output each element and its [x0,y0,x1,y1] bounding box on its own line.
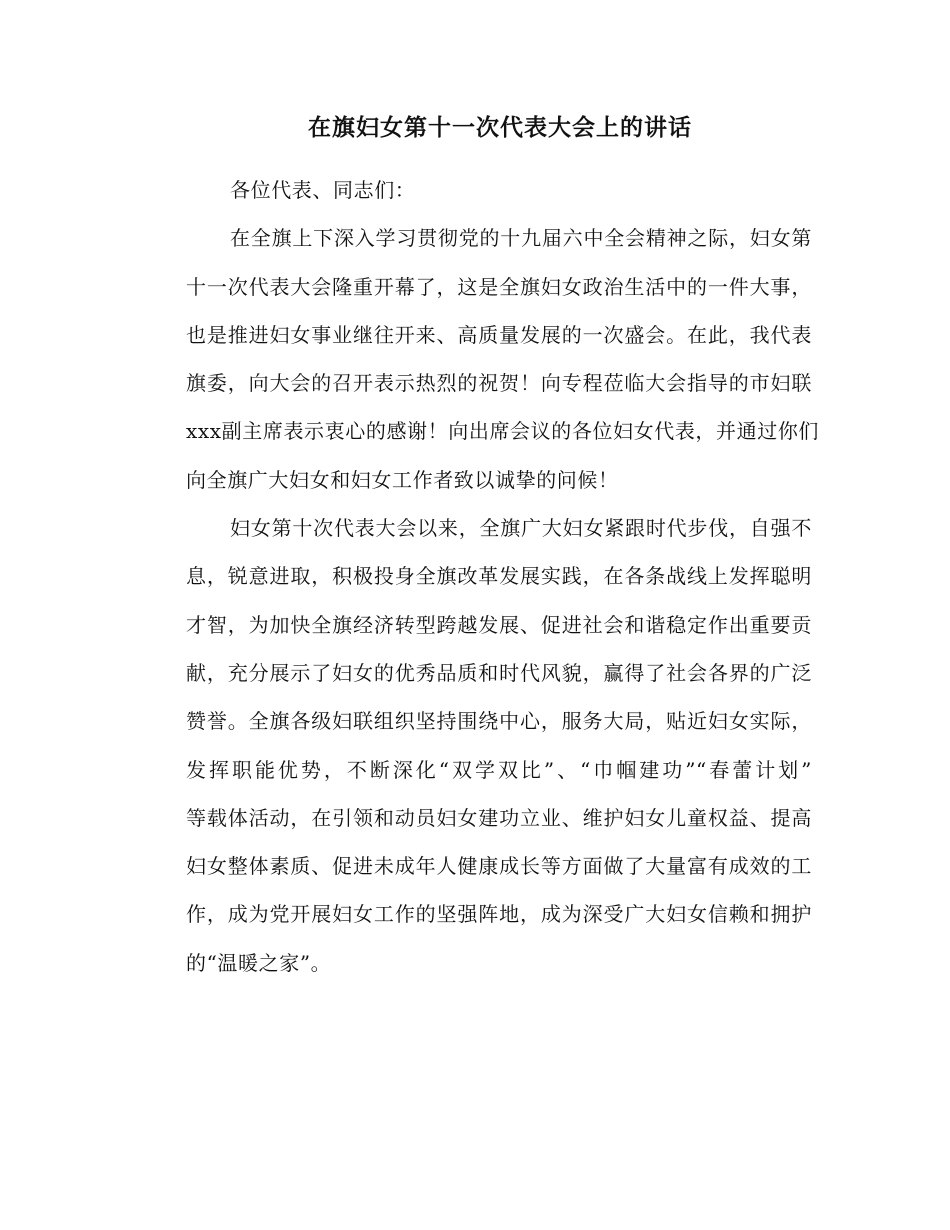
salutation-line: 各位代表、同志们： [230,178,416,202]
document-body [142,166,820,987]
paragraph-line: 旗委，向大会的召开表示热烈的祝贺！向专程莅临大会指导的市妇联 [186,371,812,396]
paragraph-line: 妇女第十次代表大会以来，全旗广大妇女紧跟时代步伐，自强不 [230,516,812,541]
document-title: 在旗妇女第十一次代表大会上的讲话 [308,114,692,141]
paragraph-line: 献，充分展示了妇女的优秀品质和时代风貌，赢得了社会各界的广泛 [186,660,812,685]
paragraph-line: 在全旗上下深入学习贯彻党的十九届六中全会精神之际，妇女第 [230,226,812,251]
paragraph-line: 的“温暖之家”。 [186,950,332,975]
paragraph-line: 才智，为加快全旗经济转型跨越发展、促进社会和谐稳定作出重要贡 [186,612,812,637]
paragraph-line: 赞誉。全旗各级妇联组织坚持围绕中心，服务大局，贴近妇女实际， [186,709,812,734]
paragraph-line: 作，成为党开展妇女工作的坚强阵地，成为深受广大妇女信赖和拥护 [186,902,812,927]
paragraph-line: 向全旗广大妇女和妇女工作者致以诚挚的问候！ [186,467,619,492]
paragraph-1 [142,214,820,504]
paragraph-line: 也是推进妇女事业继往开来、高质量发展的一次盛会。在此，我代表 [186,322,812,347]
paragraph-2 [142,504,812,987]
paragraph-line: 等载体活动，在引领和动员妇女建功立业、维护妇女儿童权益、提高 [186,805,812,830]
paragraph-line: xxx副主席表示衷心的感谢！向出席会议的各位妇女代表，并通过你们 [186,419,820,444]
paragraph-line: 息，锐意进取，积极投身全旗改革发展实践，在各条战线上发挥聪明 [186,564,812,589]
paragraph-line: 发挥职能优势，不断深化“双学双比”、“巾帼建功”“春蕾计划” [186,757,812,782]
salutation [142,166,812,214]
paragraph-line: 十一次代表大会隆重开幕了，这是全旗妇女政治生活中的一件大事， [186,274,812,299]
paragraph-line: 妇女整体素质、促进未成年人健康成长等方面做了大量富有成效的工 [186,854,812,879]
